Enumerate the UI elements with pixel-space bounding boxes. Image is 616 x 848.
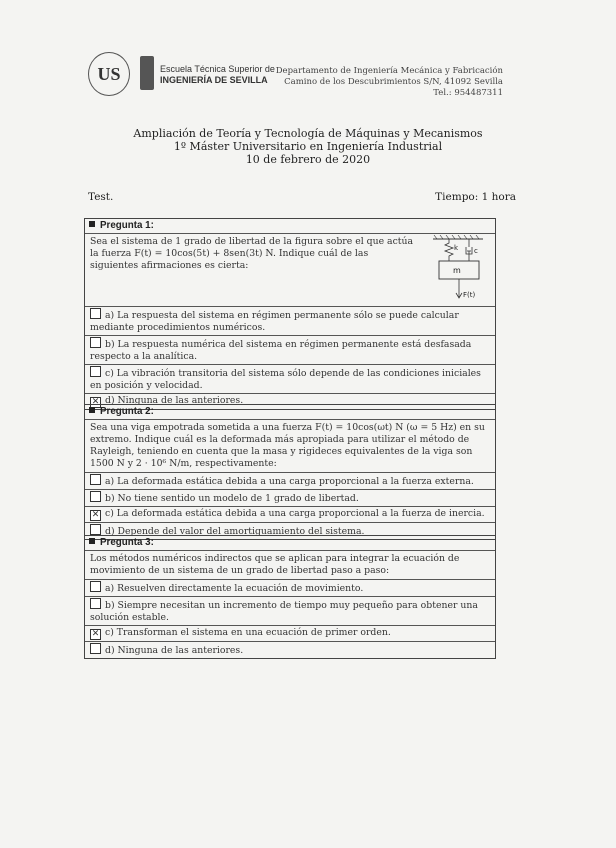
dept-line3: Tel.: 954487311 (433, 88, 503, 98)
question-2 (84, 404, 496, 540)
department-info (276, 66, 503, 99)
damper-label: c (474, 247, 478, 255)
q2-checkbox-b[interactable] (90, 491, 101, 502)
q3-option-c-label: c) Transforman el sistema en una ecuación de primer orden. (105, 627, 391, 638)
school-name-line1: Escuela Técnica Superior de (160, 64, 275, 74)
bullet-square-icon (89, 407, 95, 413)
q3-option-a[interactable] (85, 579, 495, 596)
q1-option-b[interactable] (85, 335, 495, 364)
q1-checkbox-b[interactable] (90, 337, 101, 348)
question-3-text: Los métodos numéricos indirectos que se aplican para integrar la ecuación de movimiento de un sistema de un grado de libertad paso a paso: (90, 553, 460, 576)
q2-option-b-label: b) No tiene sentido un modelo de 1 grado de libertad. (105, 493, 359, 504)
q1-checkbox-a[interactable] (90, 308, 101, 319)
q3-option-a-label: a) Resuelven directamente la ecuación de movimiento. (105, 583, 364, 594)
question-1-header (85, 219, 495, 234)
dept-line1: Departamento de Ingeniería Mecánica y Fabricación (275, 66, 503, 76)
time-label: Tiempo: 1 hora (435, 191, 516, 203)
q2-option-d-label: d) Depende del valor del amortiguamiento del sistema. (105, 526, 365, 537)
school-name-line2: INGENIERÍA DE SEVILLA (160, 75, 268, 85)
exam-title (0, 127, 616, 166)
q1-option-b-label: b) La respuesta numérica del sistema en régimen permanente está desfasada respecto a la analítica. (90, 339, 472, 362)
q3-option-d-label: d) Ninguna de las anteriores. (105, 645, 244, 656)
question-2-title: Pregunta 2: (100, 406, 154, 417)
title-line1: Ampliación de Teoría y Tecnología de Máquinas y Mecanismos (133, 127, 483, 140)
bullet-square-icon (89, 221, 95, 227)
question-1-text: Sea el sistema de 1 grado de libertad de la figura sobre el que actúa la fuerza F(t) = 10cos(5t) + 8sen(3t) N. Indique cuál de las siguientes afirmaciones es cierta: (90, 236, 414, 271)
school-name (160, 64, 275, 86)
q3-checkbox-c[interactable]: ✕ (91, 629, 100, 639)
q3-checkbox-a[interactable] (90, 581, 101, 592)
title-line2: 1º Máster Universitario en Ingeniería Industrial (173, 140, 443, 153)
mass-label: m (453, 266, 461, 275)
bullet-square-icon (89, 538, 95, 544)
university-logo: US (88, 52, 130, 96)
q2-option-c-label: c) La deformada estática debida a una carga proporcional a la fuerza de inercia. (105, 508, 485, 519)
q2-option-a-label: a) La deformada estática debida a una carga proporcional a la fuerza externa. (105, 476, 474, 487)
question-2-header (85, 405, 495, 420)
q2-checkbox-d[interactable] (90, 524, 101, 535)
header-logos (88, 52, 288, 97)
q1-checkbox-d[interactable]: ✕ (91, 397, 100, 407)
question-1 (84, 218, 496, 410)
test-label: Test. (88, 191, 114, 203)
force-label: F(t) (463, 291, 476, 299)
q3-checkbox-b[interactable] (90, 598, 101, 609)
question-1-title: Pregunta 1: (100, 220, 154, 231)
q2-option-c[interactable] (85, 506, 495, 522)
school-logo-icon (140, 56, 154, 90)
q3-option-c[interactable] (85, 625, 495, 641)
q3-option-b-label: b) Siempre necesitan un incremento de tiempo muy pequeño para obtener una solución estable. (90, 600, 478, 623)
question-3-header (85, 536, 495, 551)
q3-option-b[interactable] (85, 596, 495, 625)
q1-option-d-label: d) Ninguna de las anteriores. (105, 395, 244, 406)
q2-checkbox-c[interactable]: ✕ (91, 510, 100, 520)
dept-line2: Camino de los Descubrimientos S/N, 41092 Sevilla (284, 77, 503, 87)
q3-checkbox-d[interactable] (90, 643, 101, 654)
q1-option-c-label: c) La vibración transitoria del sistema sólo depende de las condiciones iniciales en posición y velocidad. (90, 368, 481, 391)
mass-spring-damper-figure (429, 235, 487, 305)
q2-checkbox-a[interactable] (90, 474, 101, 485)
question-2-text: Sea una viga empotrada sometida a una fuerza F(t) = 10cos(ωt) N (ω = 5 Hz) en su extremo. Indique cuál es la deformada más apropiada para utilizar el método de Rayleigh, teniendo en cuenta que la masa y rigideces equivalentes de la viga son 1500 N y 2 · 10⁶ N/m, respectivamente: (90, 422, 485, 469)
q1-option-a-label: a) La respuesta del sistema en régimen permanente sólo se puede calcular mediante procedimientos numéricos. (90, 310, 459, 333)
q1-checkbox-c[interactable] (90, 366, 101, 377)
spring-label: k (454, 244, 459, 252)
q1-option-a[interactable] (85, 306, 495, 335)
question-3 (84, 535, 496, 659)
title-line3: 10 de febrero de 2020 (245, 153, 371, 166)
q2-option-b[interactable] (85, 489, 495, 506)
question-3-title: Pregunta 3: (100, 537, 154, 548)
q1-option-c[interactable] (85, 364, 495, 393)
q3-option-d[interactable] (85, 641, 495, 658)
q2-option-a[interactable] (85, 472, 495, 489)
